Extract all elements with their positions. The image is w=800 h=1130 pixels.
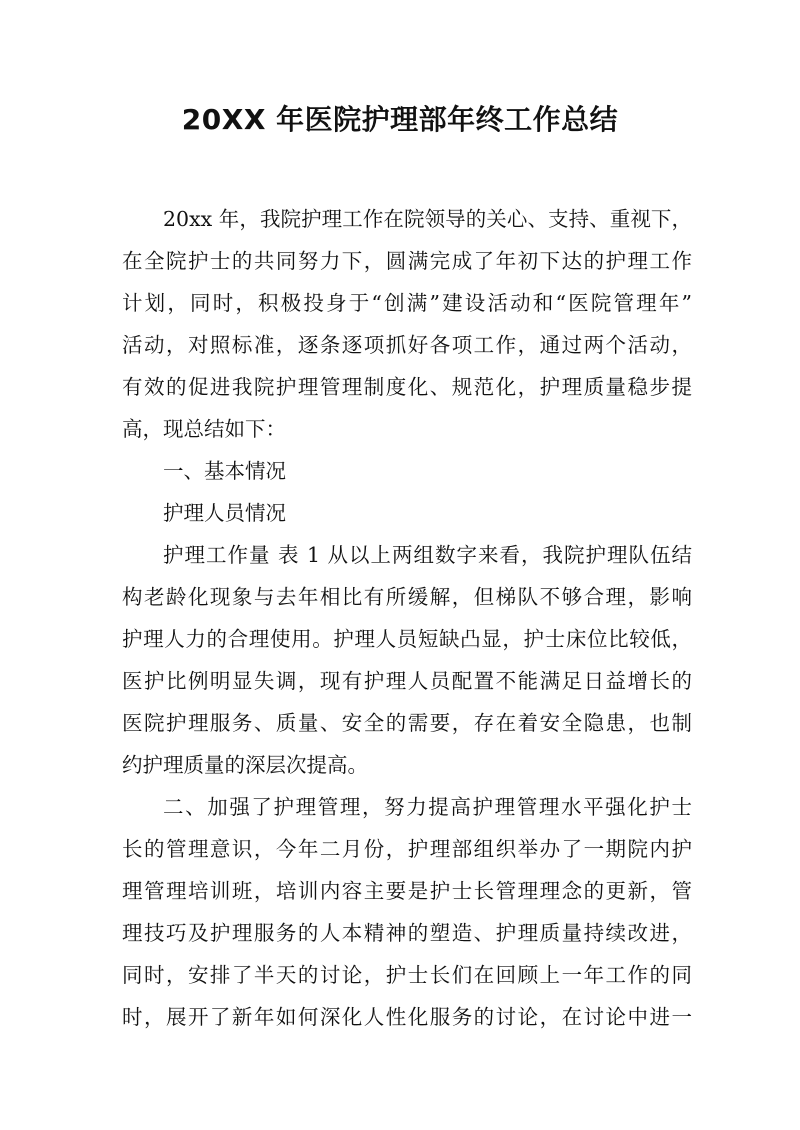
paragraph-line: 二、加强了护理管理，努力提高护理管理水平强化护士 [163,795,692,819]
paragraph-line: 护理工作量 表 1 从以上两组数字来看，我院护理队伍结 [163,543,692,567]
paragraph-line: 计划，同时，积极投身于“创满”建设活动和“医院管理年” [122,291,692,315]
paragraph-line: 在全院护士的共同努力下，圆满完成了年初下达的护理工作 [122,249,692,273]
paragraph-line: 理技巧及护理服务的人本精神的塑造、护理质量持续改进， [122,921,692,945]
paragraph-line: 有效的促进我院护理管理制度化、规范化，护理质量稳步提 [122,375,692,399]
document-title: 20XX 年医院护理部年终工作总结 [181,103,619,136]
subsection-heading: 护理人员情况 [163,501,286,525]
paragraph-line: 护理人力的合理使用。护理人员短缺凸显，护士床位比较低， [122,627,692,651]
document-body [122,198,692,1038]
paragraph-line: 约护理质量的深层次提高。 [122,753,368,777]
paragraph-line: 同时，安排了半天的讨论，护士长们在回顾上一年工作的同 [122,963,692,987]
paragraph-line: 20xx 年，我院护理工作在院领导的关心、支持、重视下， [163,207,692,231]
paragraph-line: 长的管理意识，今年二月份，护理部组织举办了一期院内护 [122,837,692,861]
paragraph-line: 构老龄化现象与去年相比有所缓解，但梯队不够合理，影响 [122,585,692,609]
paragraph-line: 活动，对照标准，逐条逐项抓好各项工作，通过两个活动， [122,333,692,357]
paragraph-line: 医院护理服务、质量、安全的需要，存在着安全隐患，也制 [122,711,692,735]
paragraph-line: 高，现总结如下： [122,417,286,441]
section-heading: 一、基本情况 [163,459,286,483]
paragraph-line: 理管理培训班，培训内容主要是护士长管理理念的更新，管 [122,879,692,903]
paragraph-line: 时，展开了新年如何深化人性化服务的讨论，在讨论中进一 [122,1005,692,1029]
paragraph-line: 医护比例明显失调，现有护理人员配置不能满足日益增长的 [122,669,692,693]
